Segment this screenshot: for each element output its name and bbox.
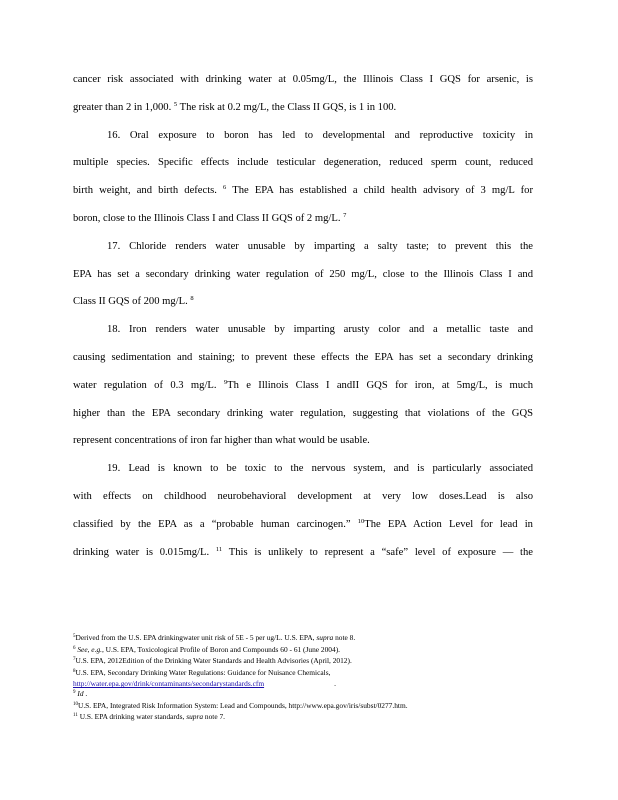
footnote-9 [73, 689, 533, 701]
footnote-ref[interactable]: 9 [223, 378, 228, 386]
footnote-number: 10 [73, 701, 78, 707]
line-text: EPA has set a secondary drinking water regulation of 250 mg/L, close to the Illinois Class I and [73, 268, 533, 280]
text-line [73, 94, 533, 122]
footnote-ref[interactable]: 11 [215, 545, 223, 553]
footnote-number: 8 [73, 668, 76, 674]
line-text: The EPA Action Level for lead in [364, 518, 533, 530]
footnote-8-link-line [73, 679, 533, 689]
text-line [73, 483, 533, 511]
footnote-number: 9 [73, 689, 76, 695]
footnote-italic: supra [186, 712, 204, 722]
line-text: The risk at 0.2 mg/L, the Class II GQS, is 1 in 100. [179, 101, 397, 113]
line-text: This is unlikely to represent a “safe” level of exposure — the [228, 546, 533, 558]
footnote-text: U.S. EPA drinking water standards, [79, 712, 185, 722]
footnote-7 [73, 656, 533, 668]
line-text: cancer risk associated with drinking water at 0.05mg/L, the Illinois Class I GQS for arsenic, is [73, 74, 533, 85]
line-text: higher than the EPA secondary drinking water regulation, suggesting that violations of the GQS [73, 407, 533, 419]
paragraph-17-first-line [73, 233, 533, 261]
line-text: water regulation of 0.3 mg/L. [73, 379, 217, 391]
footnote-italic: Id [77, 688, 84, 698]
footnote-10 [73, 701, 533, 713]
text-line [73, 261, 533, 289]
footnote-italic: supra [316, 633, 334, 642]
text-line [73, 344, 533, 372]
paragraph-18-first-line [73, 316, 533, 344]
footnote-ref[interactable]: 10 [357, 517, 365, 525]
footnote-ref[interactable]: 7 [343, 211, 347, 219]
paragraph-16-first-line [73, 122, 533, 150]
text-line [73, 205, 533, 233]
line-text: boron, close to the Illinois Class I and Class II GQS of 2 mg/L. [73, 212, 341, 224]
text-line [73, 288, 533, 316]
footnote-text: U.S. EPA, Secondary Drinking Water Regulations: Guidance for Nuisance Chemicals, [75, 667, 331, 677]
footnote-text: . [334, 679, 336, 689]
text-line [73, 372, 533, 400]
footnote-text: Derived from the U.S. EPA drinkingwater unit risk of 5E - 5 per ug/L. U.S. EPA, [75, 633, 315, 642]
footnotes-section [73, 633, 533, 724]
footnote-text: note 8. [335, 633, 356, 642]
footnote-ref[interactable]: 6 [223, 184, 227, 192]
text-line [73, 66, 533, 94]
line-text: The EPA has established a child health advisory of 3 mg/L for [232, 185, 533, 197]
footnote-8 [73, 668, 533, 680]
footnote-6 [73, 645, 533, 657]
text-line [73, 539, 533, 567]
footnote-5 [73, 633, 533, 645]
text-line [73, 427, 533, 455]
line-text: with effects on childhood neurobehavioral development at very low doses.Lead is also [73, 490, 533, 502]
footnote-text: , U.S. EPA, Toxicological Profile of Boron and Compounds 60 - 61 (June 2004). [101, 644, 341, 654]
line-text: Class II GQS of 200 mg/L. [73, 296, 188, 308]
text-line [73, 400, 533, 428]
text-line [73, 511, 533, 539]
line-text: causing sedimentation and staining; to prevent these effects the EPA has set a secondary drinking [73, 351, 533, 363]
footnote-text: U.S. EPA, 2012Edition of the Drinking Water Standards and Health Advisories (April, 2012). [75, 656, 352, 666]
line-text: 18. Iron renders water unusable by imparting arusty color and a metallic taste and [107, 324, 533, 336]
line-text: represent concentrations of iron far higher than what would be usable. [73, 435, 370, 447]
footnote-ref[interactable]: 5 [173, 100, 178, 108]
footnote-text: . [85, 688, 88, 698]
footnote-text: U.S. EPA, Integrated Risk Information System: Lead and Compounds, http://www.epa.gov/iris/subst/0277.htm. [78, 700, 408, 710]
footnote-italic: See, e.g. [77, 644, 102, 654]
body-text [73, 66, 533, 566]
paragraph-19-first-line [73, 455, 533, 483]
text-line [73, 149, 533, 177]
footnote-number: 11 [73, 713, 78, 719]
line-text: 16. Oral exposure to boron has led to developmental and reproductive toxicity in [107, 129, 533, 141]
line-text: birth weight, and birth defects. [73, 185, 217, 197]
footnote-text: note 7. [204, 712, 226, 722]
line-text: greater than 2 in 1,000. [73, 101, 172, 113]
line-text: 17. Chloride renders water unusable by imparting a salty taste; to prevent this the [107, 240, 533, 252]
text-line [73, 177, 533, 205]
line-text: multiple species. Specific effects include testicular degeneration, reduced sperm count, reduced [73, 157, 533, 169]
footnote-11 [73, 712, 533, 724]
footnote-8-link[interactable]: http://water.epa.gov/drink/contaminants/secondarystandards.cfm [73, 679, 265, 689]
line-text: Th e Illinois Class I andII GQS for iron, at 5mg/L, is much [227, 379, 533, 391]
line-text: drinking water is 0.015mg/L. [73, 546, 210, 558]
footnote-number: 6 [73, 645, 76, 651]
footnote-ref[interactable]: 8 [190, 295, 194, 303]
footnote-number: 7 [73, 657, 76, 663]
footnote-number: 5 [73, 634, 76, 639]
line-text: classified by the EPA as a “probable human carcinogen.” [73, 518, 351, 530]
line-text: 19. Lead is known to be toxic to the nervous system, and is particularly associated [107, 463, 533, 475]
